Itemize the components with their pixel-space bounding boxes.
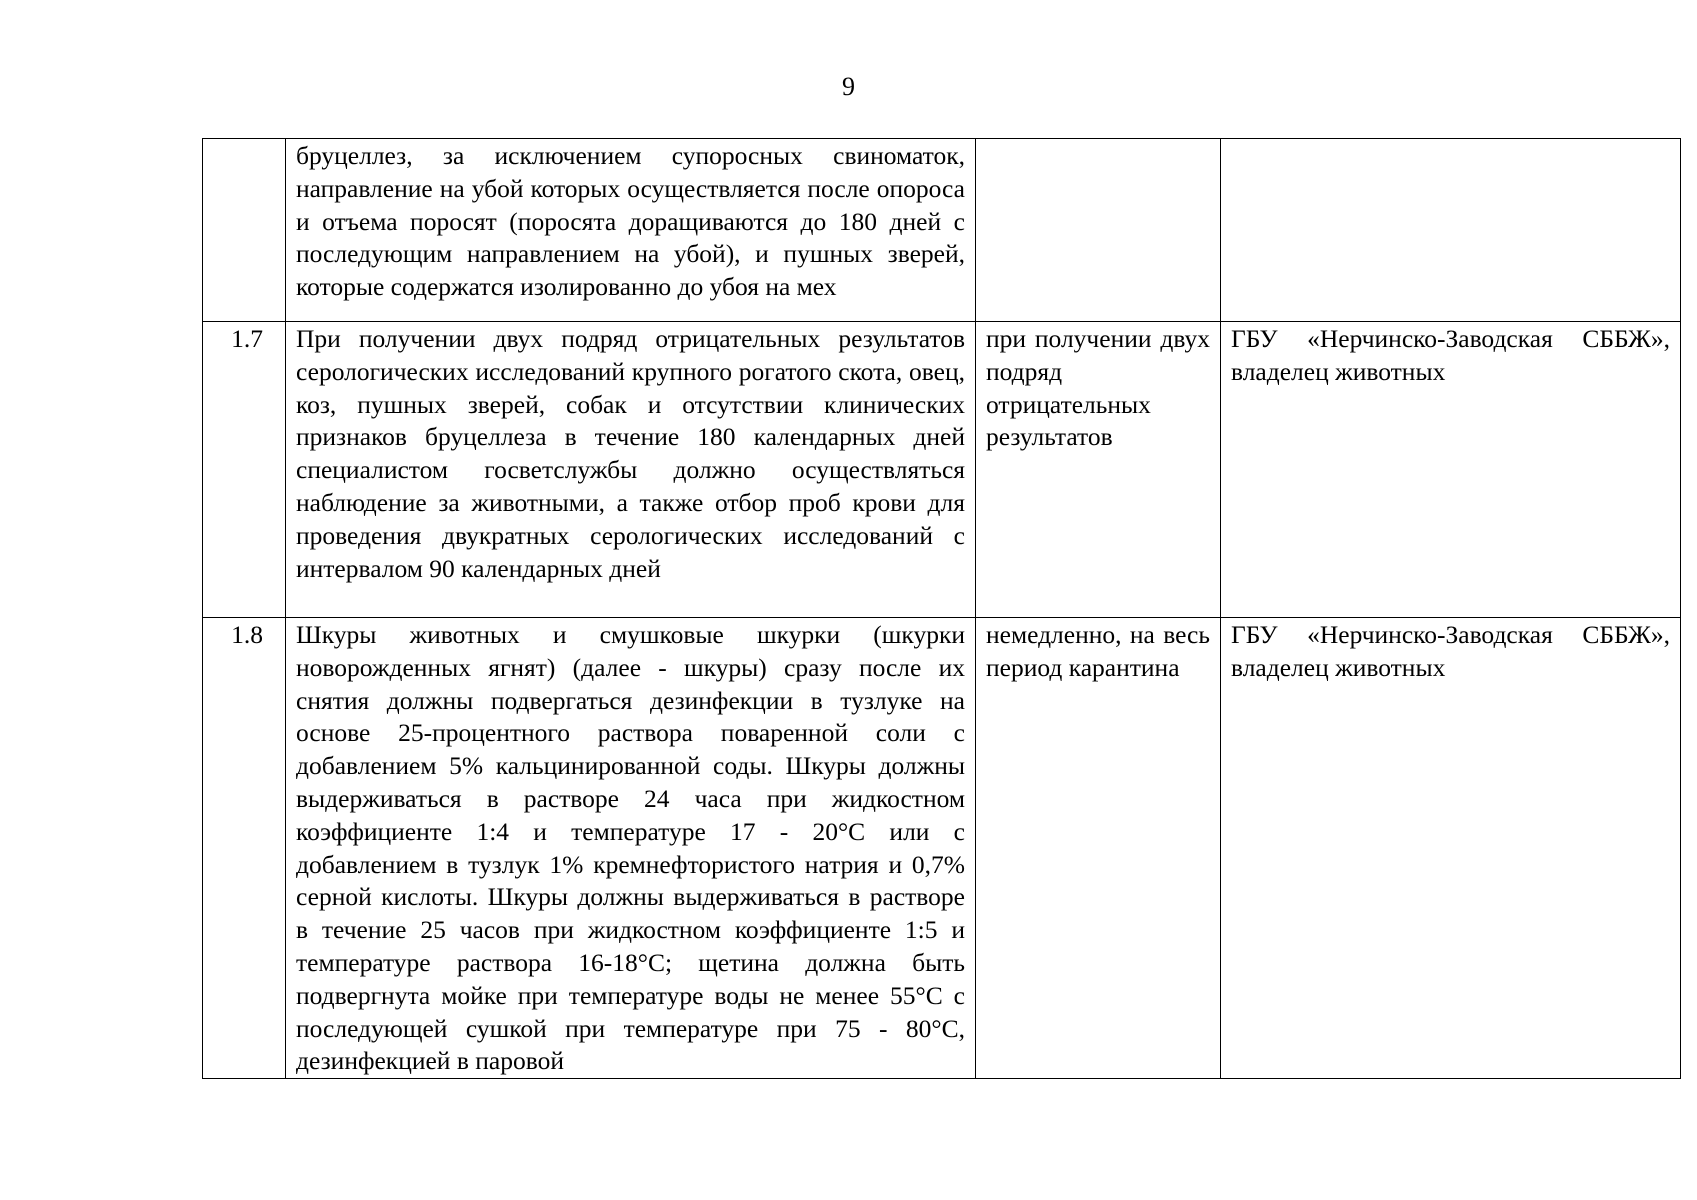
term-cell: [976, 139, 1221, 322]
measures-table: [202, 138, 1681, 1079]
row-number-cell: 1.7: [203, 322, 286, 618]
responsible-cell: ГБУ «Нерчинско-Заводская СББЖ», владелец животных: [1221, 618, 1681, 1079]
table-row: [203, 322, 1681, 618]
measure-text-cell: Шкуры животных и смушковые шкурки (шкурки новорожденных ягнят) (далее - шкуры) сразу после их снятия должны подвергаться дезинфекции в тузлуке на основе 25-процентного раствора поваренной соли с добавлением 5% кальцинированной соды. Шкуры должны выдерживаться в растворе 24 часа при жидкостном коэффициенте 1:4 и температуре 17 - 20°С или с добавлением в тузлук 1% кремнефтористого натрия и 0,7% серной кислоты. Шкуры должны выдерживаться в растворе в течение 25 часов при жидкостном коэффициенте 1:5 и температуре раствора 16-18°С; щетина должна быть подвергнута мойке при температуре воды не менее 55°С с последующей сушкой при температуре при 75 - 80°С, дезинфекцией в паровой: [286, 618, 976, 1079]
responsible-cell: ГБУ «Нерчинско-Заводская СББЖ», владелец животных: [1221, 322, 1681, 618]
row-number-cell: 1.8: [203, 618, 286, 1079]
measure-text-cell: При получении двух подряд отрицательных результатов серологических исследований крупного рогатого скота, овец, коз, пушных зверей, собак и отсутствии клинических признаков бруцеллеза в течение 180 календарных дней специалистом госветслужбы должно осуществляться наблюдение за животными, а также отбор проб крови для проведения двукратных серологических исследований с интервалом 90 календарных дней: [286, 322, 976, 618]
measure-text-cell: бруцеллез, за исключением супоросных свиноматок, направление на убой которых осуществляется после опороса и отъема поросят (поросята доращиваются до 180 дней с последующим направлением на убой), и пушных зверей, которые содержатся изолированно до убоя на мех: [286, 139, 976, 322]
term-cell: при получении двух подряд отрицательных результатов: [976, 322, 1221, 618]
page-number: 9: [842, 72, 855, 101]
responsible-cell: [1221, 139, 1681, 322]
table-row: [203, 618, 1681, 1079]
table-row: [203, 139, 1681, 322]
term-cell: немедленно, на весь период карантина: [976, 618, 1221, 1079]
row-number-cell: [203, 139, 286, 322]
